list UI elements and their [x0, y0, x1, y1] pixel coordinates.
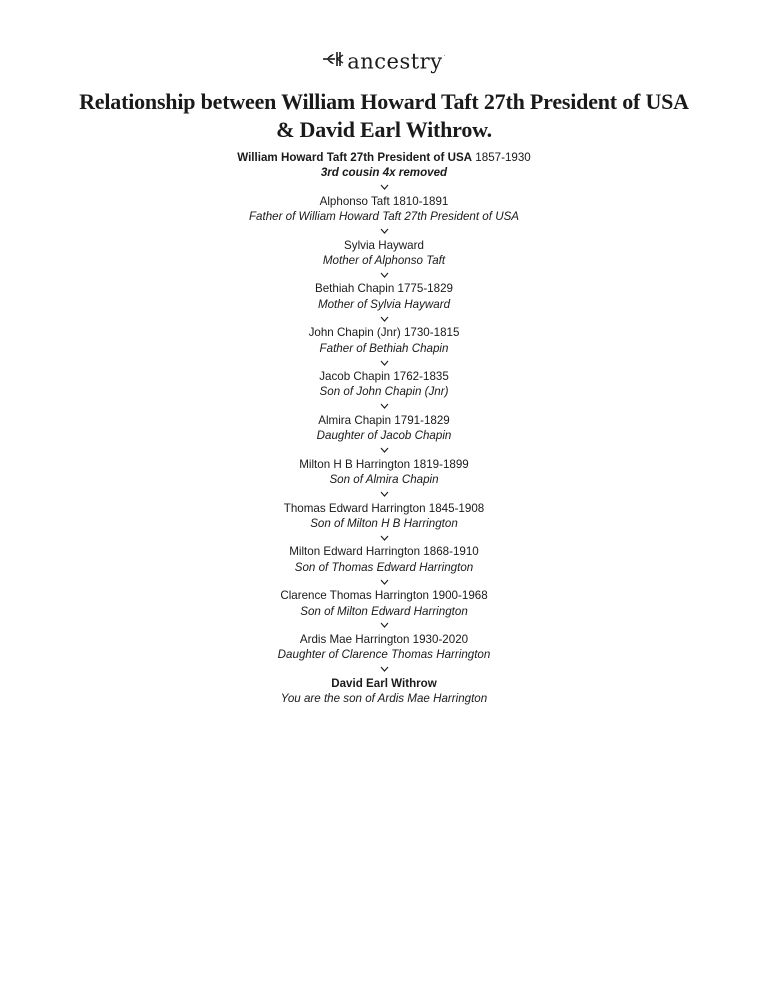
chain-person — [0, 325, 768, 356]
ancestry-leaf-icon — [322, 48, 344, 72]
person-relation: Son of Almira Chapin — [329, 473, 439, 487]
person-name: Clarence Thomas Harrington — [280, 589, 429, 603]
chevron-down-icon — [0, 575, 768, 588]
chain-person — [0, 194, 768, 225]
person-name: Sylvia Hayward — [344, 238, 424, 252]
chevron-down-icon — [0, 181, 768, 194]
person-name: Ardis Mae Harrington — [299, 632, 410, 646]
person-name-line — [0, 501, 768, 516]
chevron-down-icon — [0, 312, 768, 325]
chain-person — [0, 676, 768, 707]
chain-person — [0, 544, 768, 575]
chain-person — [0, 150, 768, 181]
person-name: Jacob Chapin — [319, 370, 391, 384]
chain-person — [0, 281, 768, 312]
chain-person — [0, 457, 768, 488]
person-name-line — [0, 281, 768, 296]
person-name-line — [0, 413, 768, 428]
title-line-1: Relationship between William Howard Taft 27th President of USA — [79, 89, 689, 114]
person-name: Alphonso Taft — [319, 194, 390, 208]
person-relation: You are the son of Ardis Mae Harrington — [280, 692, 488, 706]
person-name: Almira Chapin — [318, 413, 392, 427]
chevron-down-icon — [0, 444, 768, 457]
person-relation: Son of Milton H B Harrington — [310, 516, 458, 530]
chevron-down-icon — [0, 619, 768, 632]
person-years: 1868-1910 — [423, 545, 479, 559]
person-name: Thomas Edward Harrington — [283, 501, 426, 515]
person-name-line — [0, 194, 768, 209]
person-years: 1730-1815 — [403, 326, 460, 340]
person-name-line — [0, 325, 768, 340]
page-title — [20, 88, 748, 144]
chevron-down-icon — [0, 225, 768, 238]
chevron-down-icon — [0, 488, 768, 501]
person-years: 1930-2020 — [412, 632, 469, 646]
person-name-line — [0, 676, 768, 691]
person-name: John Chapin (Jnr) — [308, 326, 401, 340]
person-name: David Earl Withrow — [331, 676, 437, 690]
chevron-down-icon — [0, 531, 768, 544]
person-name-line — [0, 238, 768, 253]
person-name-line — [0, 150, 768, 165]
title-line-2: & David Earl Withrow. — [276, 117, 492, 142]
person-years: 1791-1829 — [394, 413, 450, 427]
person-relation: Son of John Chapin (Jnr) — [319, 385, 449, 399]
person-relation: Mother of Sylvia Hayward — [317, 297, 451, 311]
brand-name: ancestry — [347, 49, 443, 74]
chevron-down-icon — [0, 663, 768, 676]
person-years: 1857-1930 — [475, 151, 531, 164]
chain-person — [0, 588, 768, 619]
person-name-line — [0, 632, 768, 647]
person-name: William Howard Taft 27th President of USA — [237, 151, 473, 164]
chain-person — [0, 369, 768, 400]
ancestry-logo — [0, 48, 768, 74]
person-years: 1810-1891 — [392, 194, 449, 208]
person-name-line — [0, 588, 768, 603]
brand-trademark: . — [443, 52, 446, 58]
chevron-down-icon — [0, 268, 768, 281]
person-name-line — [0, 457, 768, 472]
person-years: 1775-1829 — [397, 282, 453, 296]
person-name-line — [0, 369, 768, 384]
person-name: Milton Edward Harrington — [289, 545, 421, 559]
person-years: 1900-1968 — [432, 589, 488, 603]
person-relation: 3rd cousin 4x removed — [320, 166, 448, 180]
person-name-line — [0, 544, 768, 559]
chain-person — [0, 501, 768, 532]
person-years: 1845-1908 — [428, 501, 485, 515]
person-name: Milton H B Harrington — [299, 457, 411, 471]
chain-person — [0, 413, 768, 444]
relationship-chain — [0, 150, 768, 707]
person-relation: Son of Thomas Edward Harrington — [294, 560, 474, 574]
person-name: Bethiah Chapin — [315, 282, 395, 296]
person-relation: Father of William Howard Taft 27th President of USA — [248, 210, 520, 224]
person-relation: Daughter of Jacob Chapin — [316, 429, 452, 443]
person-years: 1819-1899 — [413, 457, 469, 471]
chain-person — [0, 238, 768, 269]
person-relation: Son of Milton Edward Harrington — [300, 604, 468, 618]
chevron-down-icon — [0, 400, 768, 413]
person-years: 1762-1835 — [393, 370, 449, 384]
person-relation: Father of Bethiah Chapin — [319, 341, 449, 355]
person-relation: Mother of Alphonso Taft — [322, 254, 446, 268]
person-relation: Daughter of Clarence Thomas Harrington — [277, 648, 491, 662]
chain-person — [0, 632, 768, 663]
chevron-down-icon — [0, 356, 768, 369]
